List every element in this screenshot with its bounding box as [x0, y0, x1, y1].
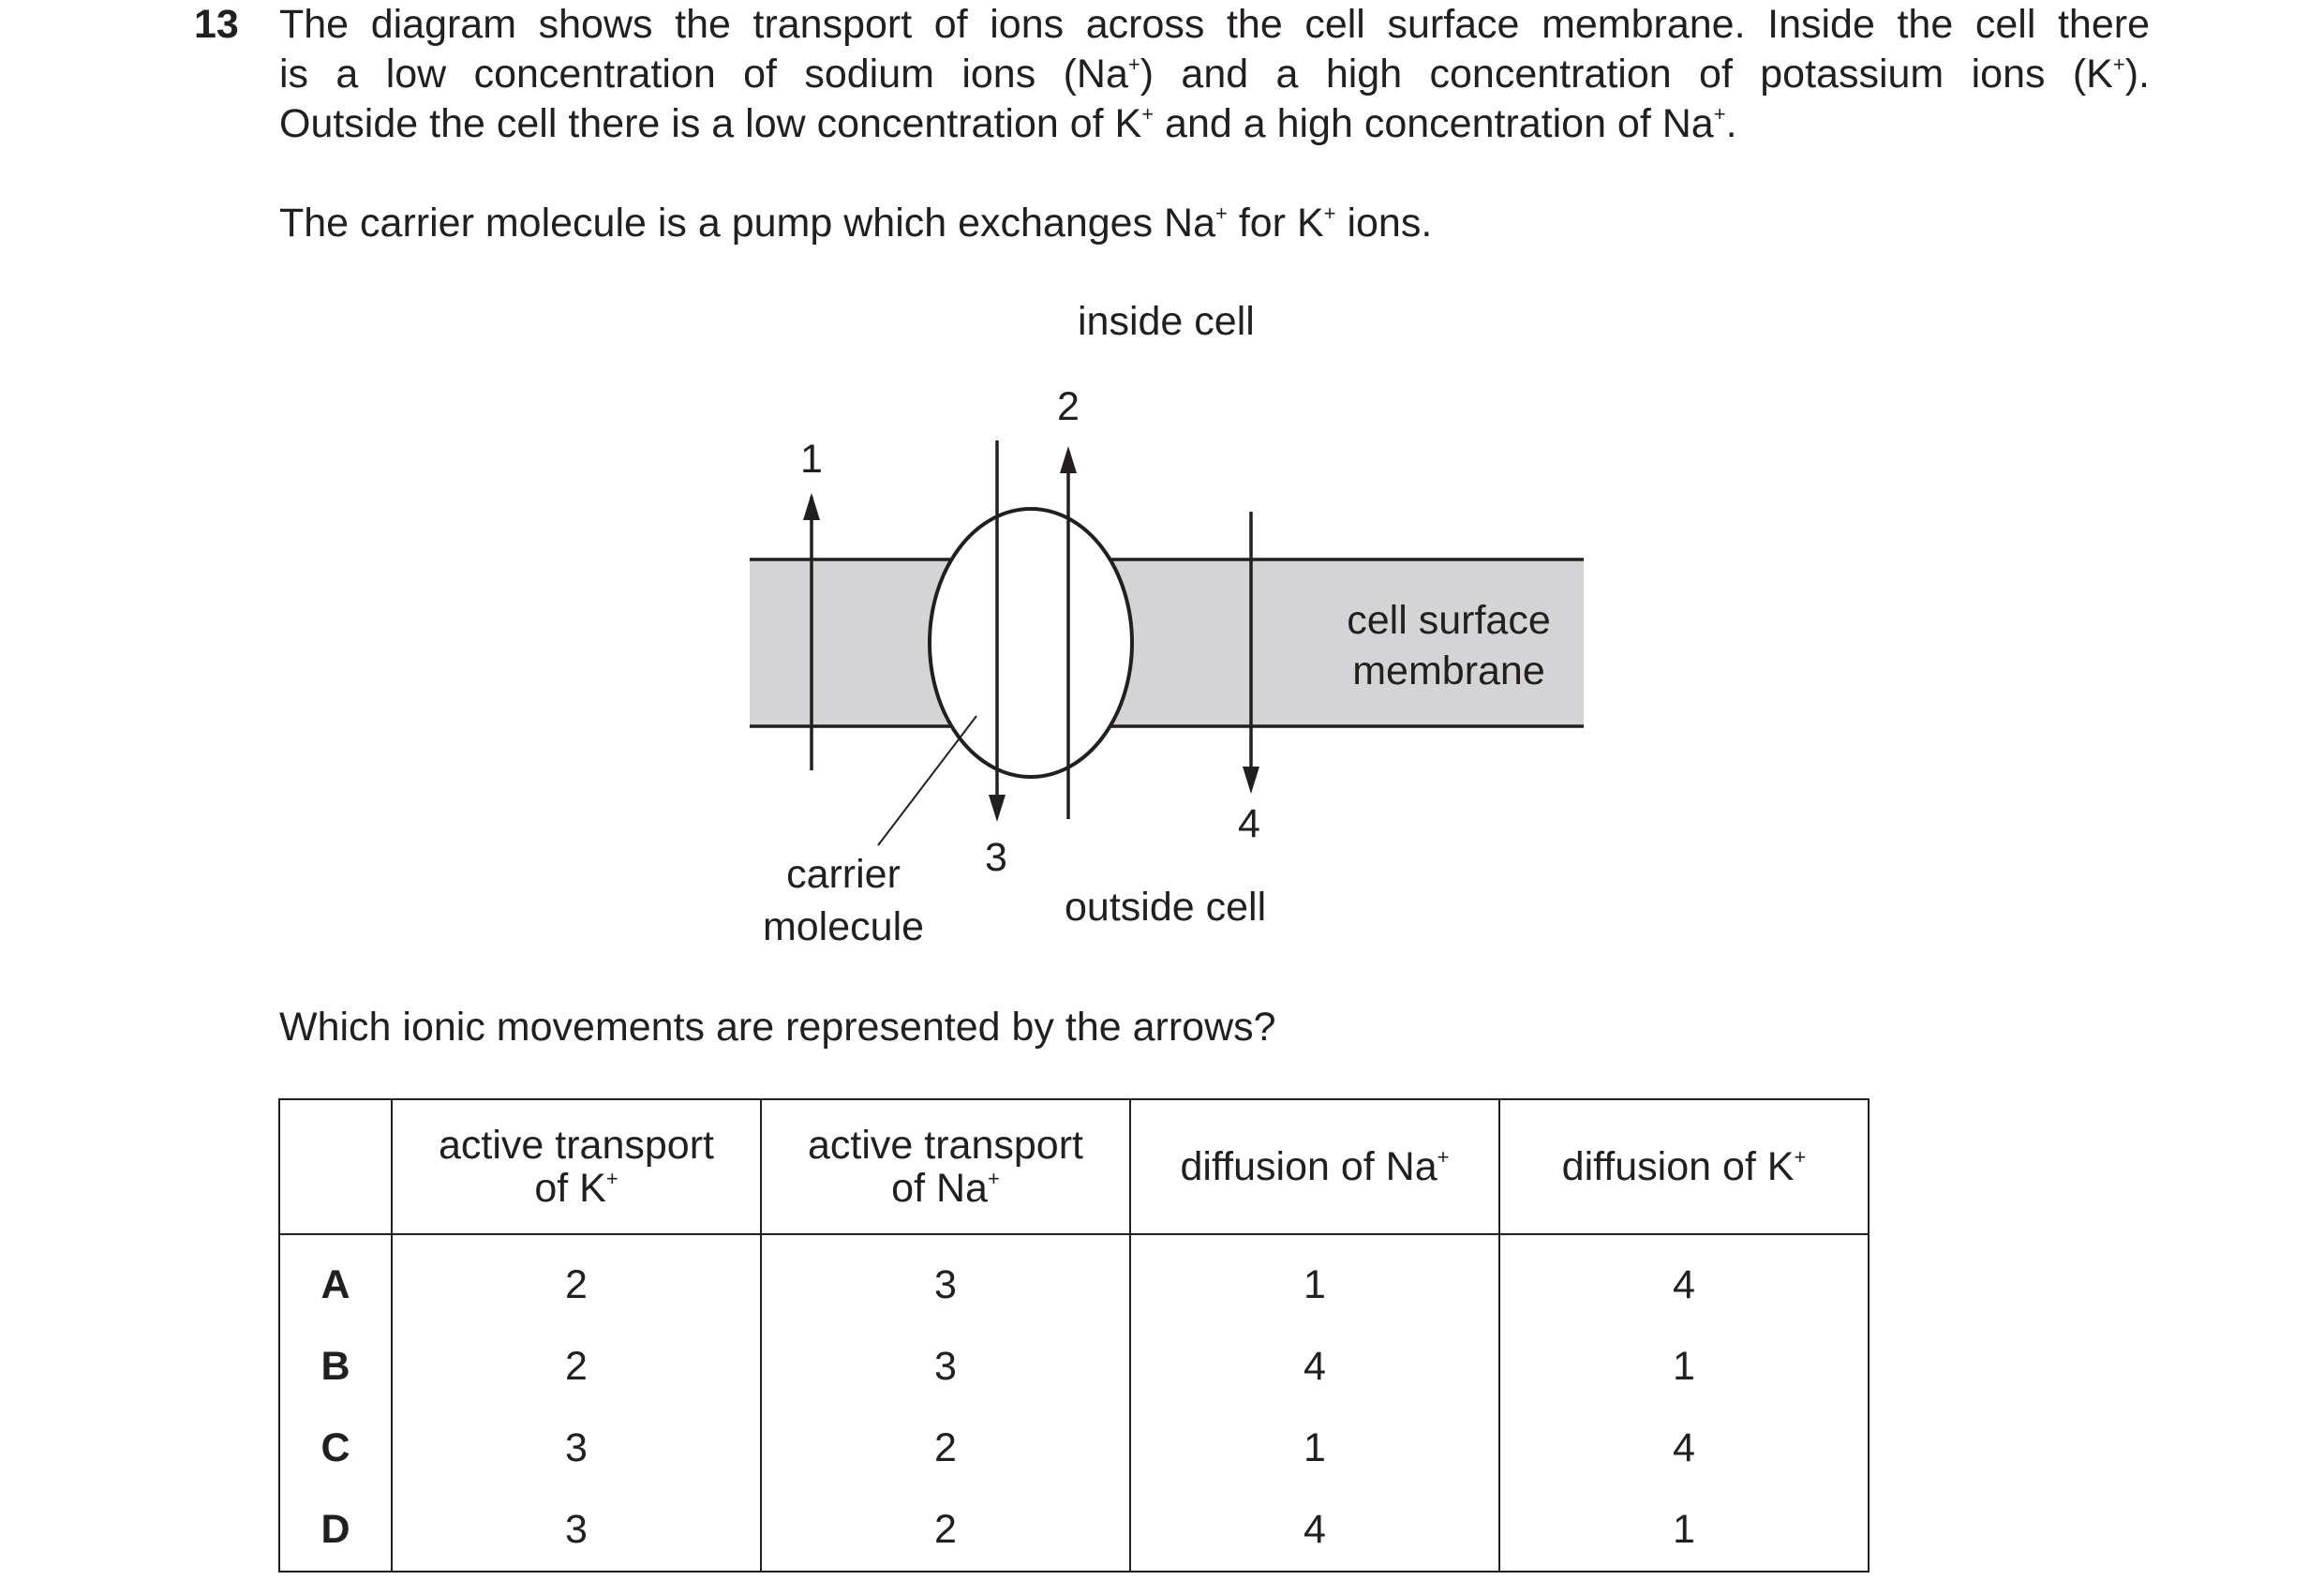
table-row	[279, 1234, 1869, 1326]
intro-text: Outside the cell there is a low concentration of K	[279, 101, 1142, 146]
table-cell: 4	[1499, 1408, 1869, 1489]
table-cell: 4	[1499, 1234, 1869, 1326]
header-active-transport-k	[392, 1099, 761, 1234]
superscript-plus: +	[1141, 101, 1155, 126]
header-diffusion-k	[1499, 1099, 1869, 1234]
table-cell: 1	[1499, 1489, 1869, 1572]
option-label: A	[279, 1234, 392, 1326]
table-cell: 3	[761, 1326, 1130, 1408]
table-cell: 3	[392, 1489, 761, 1572]
option-label: C	[279, 1408, 392, 1489]
intro-text: is a low concentration of sodium ions (Na	[279, 52, 1128, 97]
table-cell: 1	[1130, 1408, 1499, 1489]
header-text: of Na	[891, 1166, 988, 1211]
intro-text: .	[1725, 101, 1737, 146]
arrow-1-head	[803, 493, 820, 520]
prompt-text: Which ionic movements are represented by the arrows?	[279, 1005, 1276, 1050]
header-text: diffusion of Na	[1180, 1144, 1438, 1189]
arrow-label-4: 4	[1238, 801, 1260, 846]
header-active-transport-na	[761, 1099, 1130, 1234]
intro-text: ).	[2124, 52, 2150, 97]
header-line	[393, 1167, 760, 1210]
table-cell: 3	[392, 1408, 761, 1489]
membrane-label	[1338, 595, 1559, 696]
intro-text: The diagram shows the transport of ions across the cell surface membrane. Inside the cell there	[279, 2, 2150, 47]
option-label: D	[279, 1489, 392, 1572]
table-cell: 1	[1130, 1234, 1499, 1326]
table-header-row	[279, 1099, 1869, 1234]
arrow-3-head	[989, 795, 1006, 822]
arrow-label-2: 2	[1057, 384, 1080, 429]
carrier-label-line: molecule	[762, 904, 925, 949]
table-cell: 2	[761, 1408, 1130, 1489]
question-prompt	[279, 1003, 2150, 1052]
question-number: 13	[194, 2, 239, 47]
arrow-2-head	[1060, 446, 1077, 473]
header-cell-blank	[279, 1099, 392, 1234]
table-cell: 2	[761, 1489, 1130, 1572]
carrier-molecule-label	[750, 848, 937, 953]
superscript-plus: +	[1127, 52, 1140, 76]
superscript-plus: +	[1323, 201, 1336, 225]
table-cell: 3	[761, 1234, 1130, 1326]
table-cell: 2	[392, 1326, 761, 1408]
outside-cell-label: outside cell	[1065, 885, 1267, 930]
option-label: B	[279, 1326, 392, 1408]
table-cell: 4	[1130, 1489, 1499, 1572]
carrier-text: for K	[1227, 201, 1324, 246]
header-line	[762, 1167, 1129, 1210]
carrier-text: The carrier molecule is a pump which exchanges Na	[279, 201, 1216, 246]
superscript-plus: +	[2112, 52, 2125, 76]
header-text: diffusion of K	[1561, 1144, 1795, 1189]
header-text: of K	[534, 1166, 606, 1211]
membrane-label-line: membrane	[1352, 648, 1545, 693]
superscript-plus: +	[605, 1166, 618, 1190]
intro-text: and a high concentration of Na	[1154, 101, 1714, 146]
carrier-label-line: carrier	[786, 852, 901, 897]
table-cell: 1	[1499, 1326, 1869, 1408]
arrow-label-3: 3	[985, 835, 1007, 880]
answer-table	[278, 1098, 1870, 1573]
inside-cell-label: inside cell	[1078, 299, 1255, 344]
carrier-text: ions.	[1335, 201, 1433, 246]
superscript-plus: +	[987, 1166, 1000, 1190]
intro-text: ) and a high concentration of potassium ions (K	[1140, 52, 2113, 97]
table-cell: 4	[1130, 1326, 1499, 1408]
table-row	[279, 1326, 1869, 1408]
arrow-label-1: 1	[800, 437, 823, 482]
carrier-leader-line	[878, 716, 976, 845]
superscript-plus: +	[1215, 201, 1228, 225]
superscript-plus: +	[1794, 1144, 1807, 1169]
membrane-label-line: cell surface	[1347, 598, 1551, 643]
superscript-plus: +	[1437, 1144, 1450, 1169]
table-cell: 2	[392, 1234, 761, 1326]
table-row	[279, 1408, 1869, 1489]
superscript-plus: +	[1713, 101, 1726, 126]
header-line: active transport	[808, 1123, 1083, 1168]
header-diffusion-na	[1130, 1099, 1499, 1234]
table-row	[279, 1489, 1869, 1572]
arrow-4-head	[1243, 767, 1259, 794]
header-line: active transport	[439, 1123, 714, 1168]
